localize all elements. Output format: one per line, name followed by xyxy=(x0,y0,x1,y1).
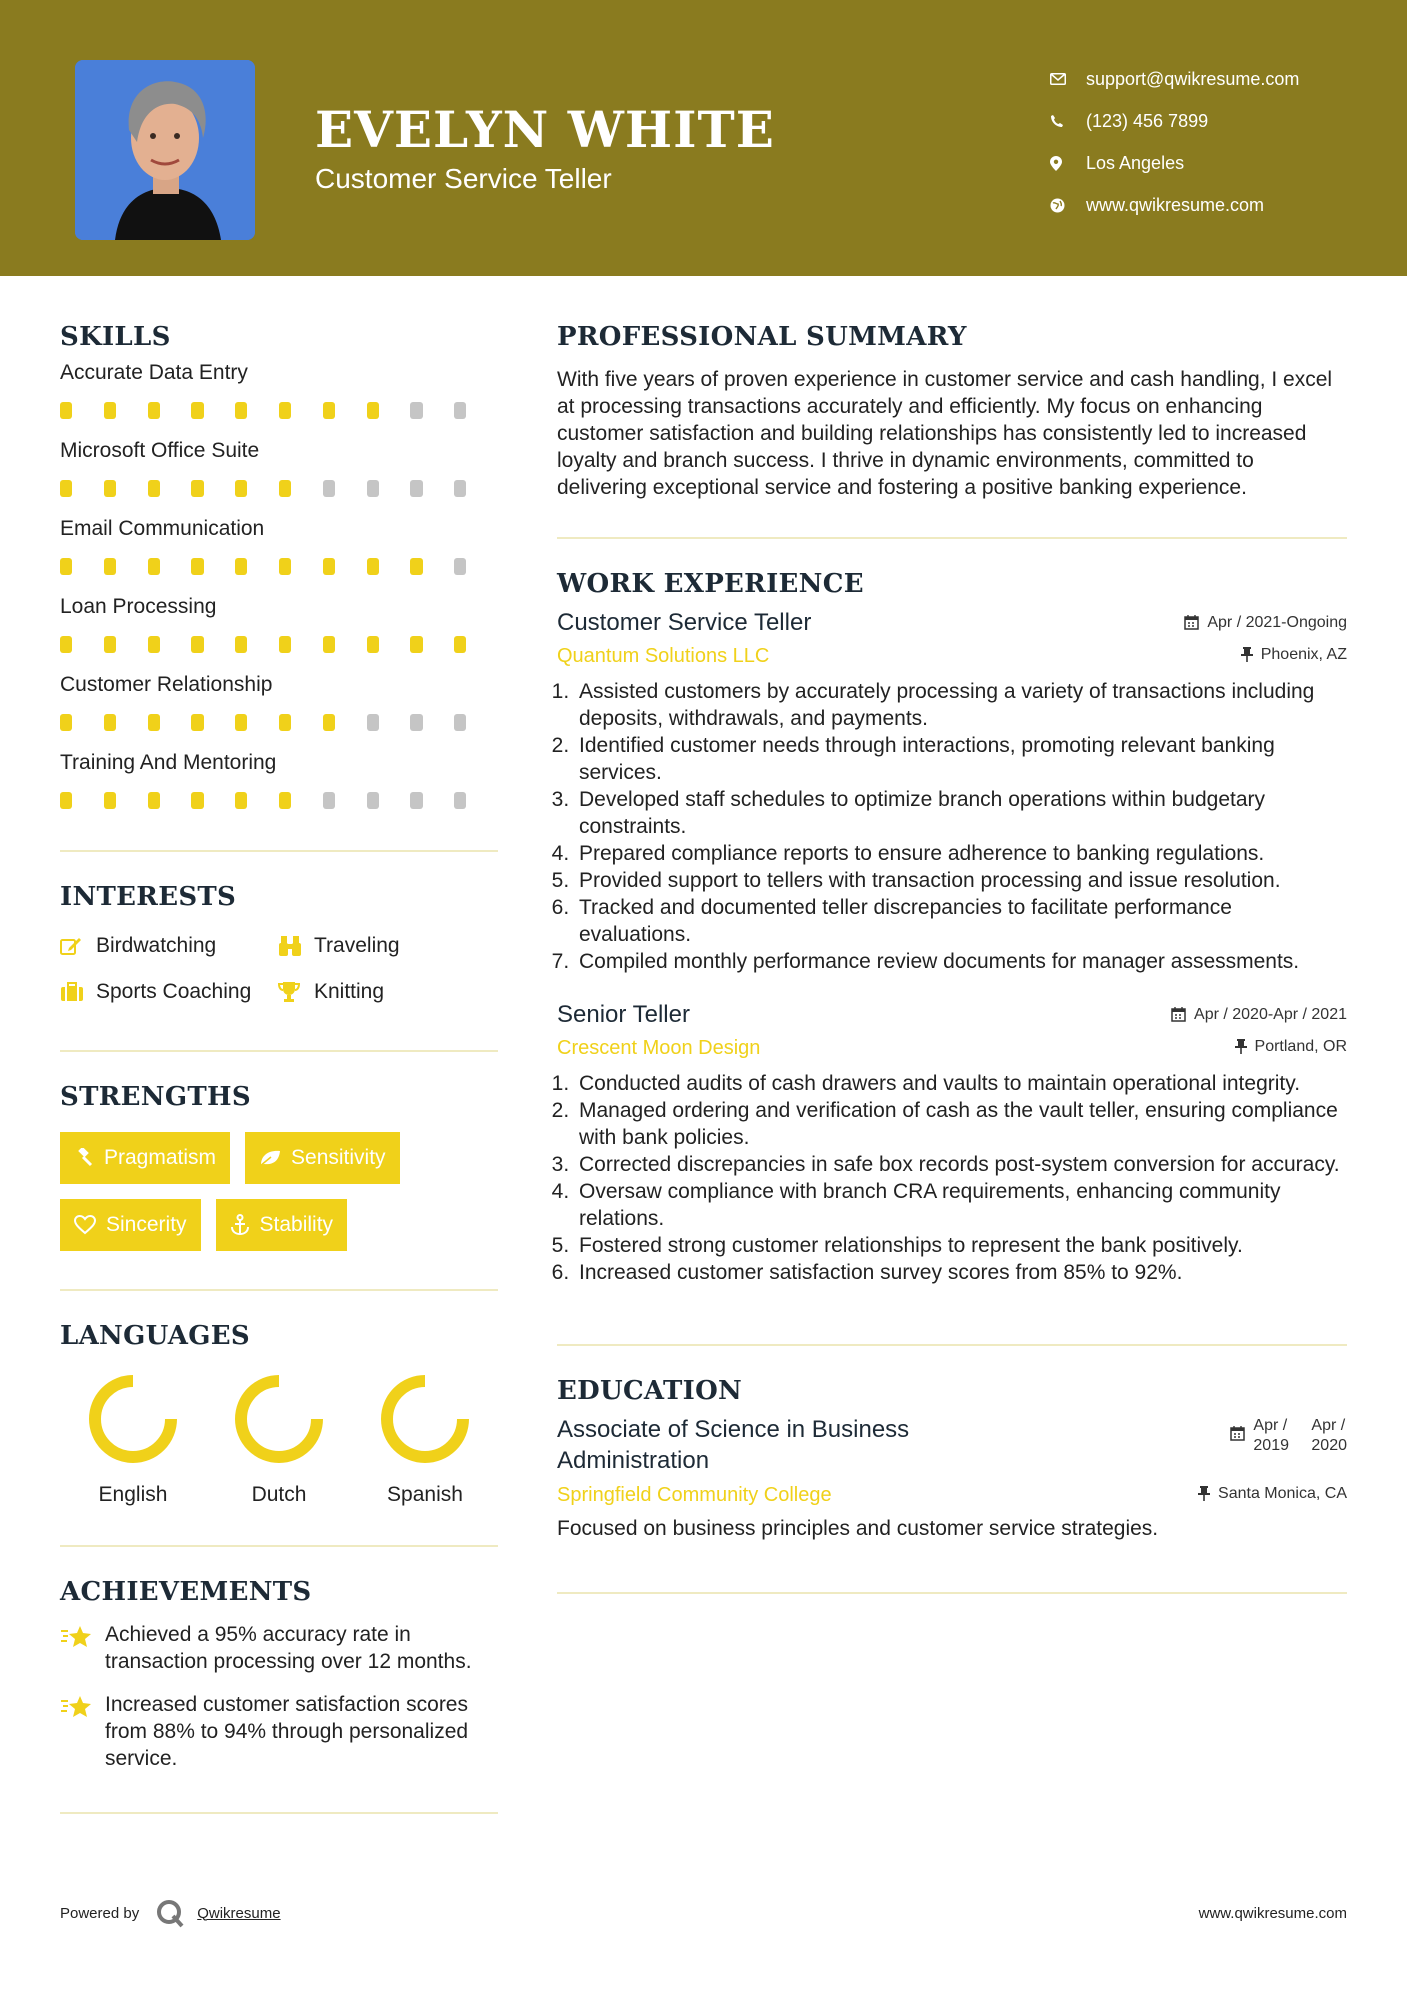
language-gauge xyxy=(233,1373,325,1465)
duty-item: 1. Assisted customers by accurately processing a variety of transactions including deposits, withdrawals, and payments. xyxy=(575,678,1347,732)
rating-dot-empty xyxy=(367,714,379,731)
rating-dot-filled xyxy=(279,792,291,809)
language-label: English xyxy=(98,1483,168,1506)
rating-dot-filled xyxy=(148,402,160,419)
profile-photo xyxy=(75,60,255,240)
duty-item: 5. Provided support to tellers with transaction processing and issue resolution. xyxy=(575,867,1347,894)
education-dates: Apr / 2019 Apr / 2020 xyxy=(1230,1414,1347,1476)
rating-dot-filled xyxy=(191,558,203,575)
briefcase-icon xyxy=(60,982,96,1002)
experience-heading: WORK EXPERIENCE xyxy=(557,569,864,599)
contact-phone[interactable]: (123) 456 7899 xyxy=(1050,100,1299,142)
skill-rating xyxy=(60,468,498,508)
rating-dot-filled xyxy=(60,402,72,419)
footer-url[interactable]: www.qwikresume.com xyxy=(1198,1905,1347,1922)
summary-text: With five years of proven experience in customer service and cash handling, I excel at processing transactions accurately and efficiently. My focus on enhancing customer satisfaction and building relationships has consistently led to increased loyalty and branch success. I thrive in dynamic environments, committed to delivering exceptional service and fostering a positive banking experience. xyxy=(557,368,1333,499)
globe-icon xyxy=(1050,198,1086,213)
skills-list xyxy=(60,356,498,820)
skill-name: Customer Relationship xyxy=(60,673,273,696)
duty-item: 6. Increased customer satisfaction survey scores from 85% to 92%. xyxy=(575,1259,1347,1286)
skill-rating xyxy=(60,780,498,820)
rating-dot-filled xyxy=(60,636,72,653)
footer-powered-by: Powered by Qwikresume xyxy=(60,1898,281,1928)
rating-dot-filled xyxy=(148,714,160,731)
pushpin-icon xyxy=(1198,1486,1210,1501)
duty-item: 6. Tracked and documented teller discrepancies to facilitate performance evaluations. xyxy=(575,894,1347,948)
rating-dot-filled xyxy=(148,792,160,809)
job-entry xyxy=(557,1001,1347,1286)
duty-list xyxy=(575,678,1347,975)
duty-item: 5. Fostered strong customer relationships to represent the bank positively. xyxy=(575,1232,1347,1259)
calendar-icon xyxy=(1230,1416,1245,1441)
education-location: Santa Monica, CA xyxy=(1198,1485,1347,1503)
rating-dot-filled xyxy=(279,402,291,419)
duty-list xyxy=(575,1070,1347,1286)
languages-heading: LANGUAGES xyxy=(60,1321,250,1351)
star-icon xyxy=(60,1691,105,1772)
degree-title: Associate of Science in Business Administration xyxy=(557,1416,910,1474)
skill-item xyxy=(60,356,498,430)
job-dates: Apr / 2021-Ongoing xyxy=(1184,614,1347,632)
rating-dot-filled xyxy=(191,714,203,731)
skill-rating xyxy=(60,702,498,742)
achievements-heading: ACHIEVEMENTS xyxy=(60,1577,312,1607)
qwikresume-link[interactable]: Qwikresume xyxy=(197,1904,281,1922)
rating-dot-filled xyxy=(323,636,335,653)
company-name: Crescent Moon Design xyxy=(557,1037,761,1059)
interests-heading: INTERESTS xyxy=(60,882,237,912)
calendar-icon xyxy=(1171,1007,1186,1022)
contact-email[interactable]: support@qwikresume.com xyxy=(1050,58,1299,100)
rating-dot-filled xyxy=(60,480,72,497)
left-column xyxy=(60,322,498,1814)
language-gauge xyxy=(87,1373,179,1465)
job-title: Customer Service Teller xyxy=(557,609,812,636)
rating-dot-filled xyxy=(410,558,422,575)
heart-icon xyxy=(74,1215,96,1235)
achievements-list xyxy=(60,1621,498,1772)
education-entry xyxy=(557,1414,1347,1542)
rating-dot-filled xyxy=(104,402,116,419)
rating-dot-filled xyxy=(279,558,291,575)
rating-dot-filled xyxy=(323,714,335,731)
envelope-icon xyxy=(1050,73,1086,85)
rating-dot-filled xyxy=(279,636,291,653)
rating-dot-empty xyxy=(367,792,379,809)
rating-dot-filled xyxy=(60,558,72,575)
rating-dot-empty xyxy=(410,714,422,731)
rating-dot-empty xyxy=(410,480,422,497)
skill-name: Email Communication xyxy=(60,517,265,540)
strength-tag: Sensitivity xyxy=(245,1132,400,1184)
rating-dot-filled xyxy=(191,636,203,653)
rating-dot-filled xyxy=(235,402,247,419)
rating-dot-filled xyxy=(367,636,379,653)
leaf-icon xyxy=(259,1149,281,1167)
trophy-icon xyxy=(278,981,314,1003)
strength-tag: Pragmatism xyxy=(60,1132,230,1184)
languages-list xyxy=(60,1373,498,1507)
duty-item: 7. Compiled monthly performance review documents for manager assessments. xyxy=(575,948,1347,975)
right-column xyxy=(557,322,1347,1594)
header-banner xyxy=(0,0,1407,276)
job-dates: Apr / 2020-Apr / 2021 xyxy=(1171,1006,1347,1024)
rating-dot-filled xyxy=(60,714,72,731)
interests-list xyxy=(60,930,498,1008)
rating-dot-filled xyxy=(104,558,116,575)
duty-item: 4. Prepared compliance reports to ensure adherence to banking regulations. xyxy=(575,840,1347,867)
section-divider xyxy=(557,1592,1347,1594)
contact-location: Los Angeles xyxy=(1050,142,1299,184)
contact-website[interactable]: www.qwikresume.com xyxy=(1050,184,1299,226)
rating-dot-filled xyxy=(104,636,116,653)
language-item xyxy=(352,1373,498,1507)
rating-dot-filled xyxy=(191,402,203,419)
rating-dot-filled xyxy=(60,792,72,809)
interest-item: Birdwatching xyxy=(60,930,278,962)
rating-dot-empty xyxy=(367,480,379,497)
duty-item: 3. Developed staff schedules to optimize branch operations within budgetary constraints. xyxy=(575,786,1347,840)
contact-list xyxy=(1050,58,1299,226)
rating-dot-filled xyxy=(235,792,247,809)
interest-item: Knitting xyxy=(278,976,478,1008)
skills-heading: SKILLS xyxy=(60,322,171,352)
section-divider xyxy=(60,850,498,852)
school-name: Springfield Community College xyxy=(557,1484,832,1506)
job-entry xyxy=(557,609,1347,975)
pencil-square-icon xyxy=(60,936,96,956)
strengths-heading: STRENGTHS xyxy=(60,1082,251,1112)
rating-dot-filled xyxy=(104,714,116,731)
rating-dot-filled xyxy=(279,480,291,497)
rating-dot-filled xyxy=(323,558,335,575)
job-title: Senior Teller xyxy=(557,1001,690,1028)
binoculars-icon xyxy=(278,935,314,957)
rating-dot-filled xyxy=(104,792,116,809)
skill-name: Accurate Data Entry xyxy=(60,361,248,384)
strength-tag: Sincerity xyxy=(60,1199,201,1251)
rating-dot-filled xyxy=(235,558,247,575)
rating-dot-filled xyxy=(148,480,160,497)
rating-dot-filled xyxy=(367,402,379,419)
skill-item xyxy=(60,590,498,664)
skill-item xyxy=(60,746,498,820)
skill-rating xyxy=(60,624,498,664)
rating-dot-filled xyxy=(367,558,379,575)
portrait-image xyxy=(75,60,255,240)
rating-dot-empty xyxy=(323,792,335,809)
section-divider xyxy=(60,1812,498,1814)
company-name: Quantum Solutions LLC xyxy=(557,645,770,667)
strength-tag: Stability xyxy=(216,1199,348,1251)
skill-item xyxy=(60,668,498,742)
achievement-item: Achieved a 95% accuracy rate in transaction processing over 12 months. xyxy=(60,1621,498,1675)
interest-item: Sports Coaching xyxy=(60,976,278,1008)
skill-item xyxy=(60,434,498,508)
anchor-icon xyxy=(230,1214,250,1236)
calendar-icon xyxy=(1184,615,1199,630)
rating-dot-filled xyxy=(454,636,466,653)
rating-dot-filled xyxy=(235,480,247,497)
rating-dot-filled xyxy=(235,714,247,731)
rating-dot-empty xyxy=(454,402,466,419)
pushpin-icon xyxy=(1241,647,1253,662)
rating-dot-empty xyxy=(410,792,422,809)
gavel-icon xyxy=(74,1148,94,1168)
section-divider xyxy=(557,537,1347,539)
skill-name: Loan Processing xyxy=(60,595,217,618)
rating-dot-empty xyxy=(454,480,466,497)
rating-dot-filled xyxy=(191,792,203,809)
duty-item: 1. Conducted audits of cash drawers and vaults to maintain operational integrity. xyxy=(575,1070,1347,1097)
interest-item: Traveling xyxy=(278,930,478,962)
rating-dot-filled xyxy=(323,402,335,419)
candidate-name: EVELYN WHITE xyxy=(315,100,775,159)
rating-dot-filled xyxy=(279,714,291,731)
strengths-list xyxy=(60,1132,480,1251)
rating-dot-filled xyxy=(104,480,116,497)
achievement-item: Increased customer satisfaction scores from 88% to 94% through personalized service. xyxy=(60,1691,498,1772)
job-location: Phoenix, AZ xyxy=(1241,646,1347,664)
education-heading: EDUCATION xyxy=(557,1376,743,1406)
qwikresume-logo-icon xyxy=(155,1898,185,1928)
summary-heading: PROFESSIONAL SUMMARY xyxy=(557,322,967,352)
phone-icon xyxy=(1050,114,1086,128)
rating-dot-filled xyxy=(410,636,422,653)
language-gauge xyxy=(379,1373,471,1465)
rating-dot-empty xyxy=(454,714,466,731)
skill-name: Training And Mentoring xyxy=(60,751,277,774)
section-divider xyxy=(60,1289,498,1291)
rating-dot-empty xyxy=(410,402,422,419)
skill-name: Microsoft Office Suite xyxy=(60,439,260,462)
section-divider xyxy=(60,1050,498,1052)
language-item xyxy=(60,1373,206,1507)
job-location: Portland, OR xyxy=(1235,1038,1347,1056)
language-label: Dutch xyxy=(251,1483,307,1506)
rating-dot-filled xyxy=(148,558,160,575)
rating-dot-filled xyxy=(191,480,203,497)
duty-item: 2. Identified customer needs through interactions, promoting relevant banking services. xyxy=(575,732,1347,786)
skill-rating xyxy=(60,546,498,586)
rating-dot-empty xyxy=(454,792,466,809)
section-divider xyxy=(60,1545,498,1547)
section-divider xyxy=(557,1344,1347,1346)
rating-dot-filled xyxy=(148,636,160,653)
education-description: Focused on business principles and customer service strategies. xyxy=(557,1517,1159,1540)
rating-dot-empty xyxy=(454,558,466,575)
pushpin-icon xyxy=(1235,1039,1247,1054)
skill-rating xyxy=(60,390,498,430)
rating-dot-empty xyxy=(323,480,335,497)
candidate-title: Customer Service Teller xyxy=(315,163,612,194)
duty-item: 3. Corrected discrepancies in safe box records post-system conversion for accuracy. xyxy=(575,1151,1347,1178)
language-item xyxy=(206,1373,352,1507)
rating-dot-filled xyxy=(235,636,247,653)
map-pin-icon xyxy=(1050,156,1086,171)
duty-item: 4. Oversaw compliance with branch CRA requirements, enhancing community relations. xyxy=(575,1178,1347,1232)
star-icon xyxy=(60,1621,105,1675)
language-label: Spanish xyxy=(387,1483,463,1506)
skill-item xyxy=(60,512,498,586)
duty-item: 2. Managed ordering and verification of cash as the vault teller, ensuring compliance with bank policies. xyxy=(575,1097,1347,1151)
